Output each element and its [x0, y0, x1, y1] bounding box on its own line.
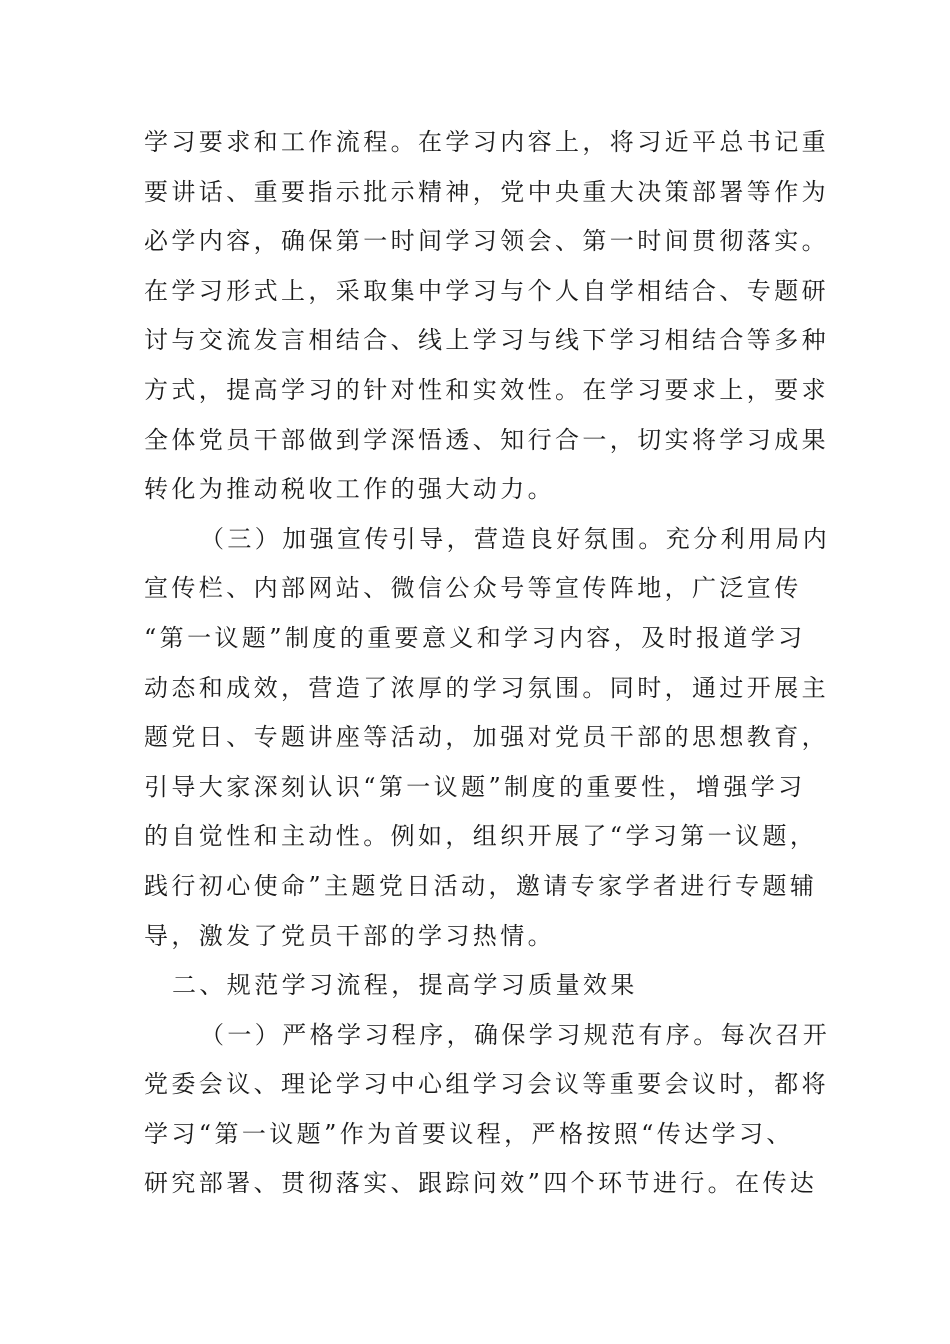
paragraph-line: 讨与交流发言相结合、线上学习与线下学习相结合等多种: [144, 326, 829, 355]
paragraph-line: 题党日、专题讲座等活动，加强对党员干部的思想教育，: [144, 723, 829, 752]
paragraph-line: 在学习形式上，采取集中学习与个人自学相结合、专题研: [144, 276, 829, 305]
document-body: [144, 118, 831, 1209]
paragraph-line: 动态和成效，营造了浓厚的学习氛围。同时，通过开展主: [144, 673, 829, 702]
paragraph-line: 党委会议、理论学习中心组学习会议等重要会议时，都将: [144, 1070, 829, 1099]
paragraph-line: 必学内容，确保第一时间学习领会、第一时间贯彻落实。: [144, 227, 829, 256]
paragraph-line: 的自觉性和主动性。例如，组织开展了“学习第一议题，: [144, 822, 818, 851]
section-heading: 二、规范学习流程，提高学习质量效果: [172, 971, 638, 1000]
paragraph-line: “第一议题”制度的重要意义和学习内容，及时报道学习: [144, 623, 806, 652]
paragraph-line: 学习要求和工作流程。在学习内容上，将习近平总书记重: [144, 128, 829, 156]
paragraph-first-line: （三）加强宣传引导，营造良好氛围。充分利用局内: [200, 524, 831, 553]
paragraph-line: 宣传栏、内部网站、微信公众号等宣传阵地，广泛宣传: [144, 574, 802, 603]
paragraph-line: 转化为推动税收工作的强大动力。: [144, 475, 555, 504]
paragraph-first-line: （一）严格学习程序，确保学习规范有序。每次召开: [200, 1020, 831, 1049]
paragraph-line: 方式，提高学习的针对性和实效性。在学习要求上，要求: [144, 375, 829, 404]
paragraph-line: 学习“第一议题”作为首要议程，严格按照“传达学习、: [144, 1119, 794, 1148]
paragraph-line: 导，激发了党员干部的学习热情。: [144, 921, 555, 950]
paragraph-line: 研究部署、贯彻落实、跟踪问效”四个环节进行。在传达: [144, 1169, 818, 1198]
paragraph-line: 引导大家深刻认识“第一议题”制度的重要性，增强学习: [144, 772, 806, 801]
paragraph-line: 全体党员干部做到学深悟透、知行合一，切实将学习成果: [144, 425, 829, 454]
paragraph-line: 践行初心使命”主题党日活动，邀请专家学者进行专题辅: [144, 871, 818, 900]
paragraph-line: 要讲话、重要指示批示精神，党中央重大决策部署等作为: [144, 177, 829, 206]
